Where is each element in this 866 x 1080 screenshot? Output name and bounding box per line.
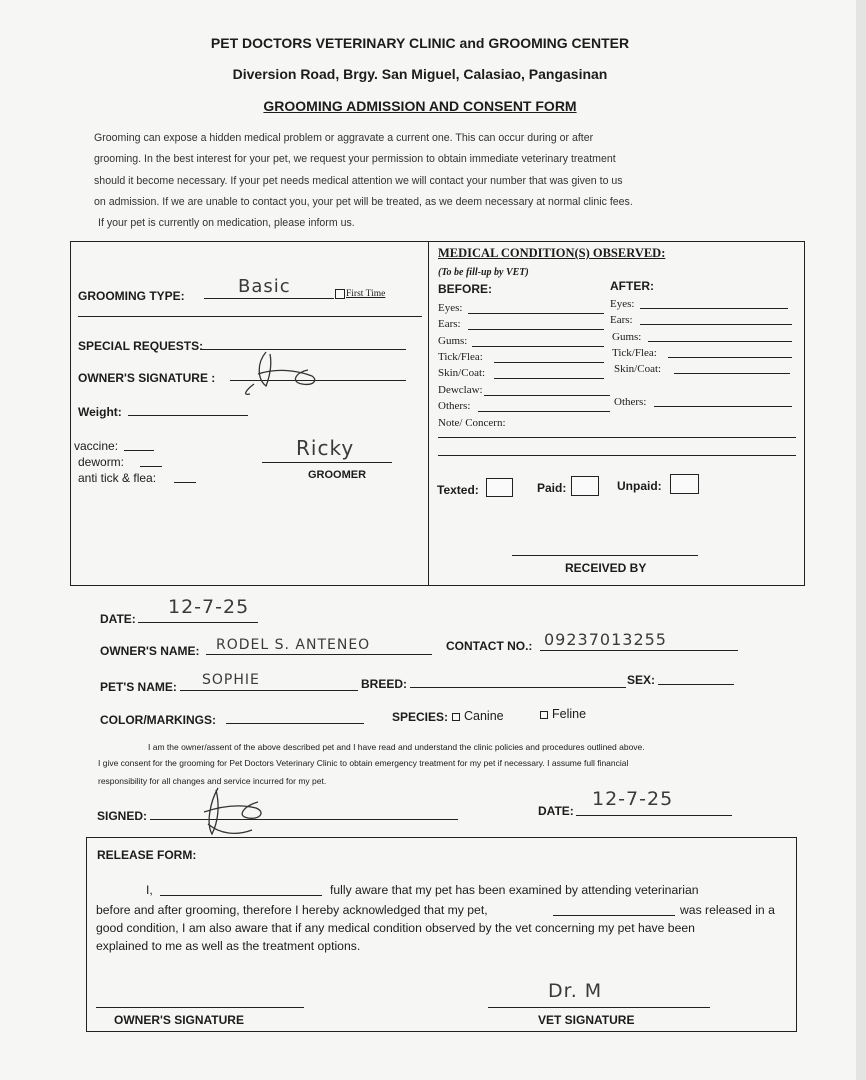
canine-label: Canine bbox=[464, 709, 504, 723]
groomer-name[interactable]: Ricky bbox=[296, 436, 355, 460]
vet-signature[interactable]: Dr. M bbox=[548, 980, 603, 1002]
color-line bbox=[226, 723, 364, 724]
special-requests-label: SPECIAL REQUESTS: bbox=[78, 339, 204, 353]
deworm-line bbox=[140, 466, 162, 467]
before-eyes: Eyes: bbox=[438, 302, 463, 314]
weight-label: Weight: bbox=[78, 405, 122, 419]
before-dewclaw-line bbox=[484, 395, 610, 396]
breed-label: BREED: bbox=[361, 677, 408, 691]
before-skin-line bbox=[494, 378, 604, 379]
form-title: GROOMING ADMISSION AND CONSENT FORM bbox=[263, 98, 577, 114]
pet-name-value[interactable]: SOPHIE bbox=[202, 672, 260, 688]
unpaid-label: Unpaid: bbox=[617, 479, 662, 493]
after-skin: Skin/Coat: bbox=[614, 363, 662, 375]
contact-label: CONTACT NO.: bbox=[446, 639, 533, 653]
vaccine-line bbox=[124, 450, 154, 451]
date-line bbox=[138, 622, 258, 623]
pet-name-line bbox=[180, 690, 358, 691]
anti-tick-line bbox=[174, 482, 196, 483]
anti-tick-label: anti tick & flea: bbox=[78, 471, 157, 485]
received-by-line bbox=[512, 555, 698, 556]
vet-sig-line bbox=[488, 1007, 710, 1008]
after-label: AFTER: bbox=[610, 279, 654, 293]
after-eyes-line bbox=[640, 308, 788, 309]
owner-sig-label: OWNER'S SIGNATURE bbox=[114, 1013, 244, 1027]
clinic-name: PET DOCTORS VETERINARY CLINIC and GROOMING CENTER bbox=[210, 35, 630, 51]
before-ears-line bbox=[468, 329, 604, 330]
signed-label: SIGNED: bbox=[97, 809, 148, 823]
date-value[interactable]: 12-7-25 bbox=[168, 596, 250, 618]
release-line4: explained to me as well as the treatment options. bbox=[96, 939, 361, 953]
before-eyes-line bbox=[468, 313, 604, 314]
received-by-label: RECEIVED BY bbox=[565, 561, 647, 575]
vet-sig-label: VET SIGNATURE bbox=[538, 1013, 635, 1027]
first-time-checkbox[interactable] bbox=[335, 289, 345, 299]
unpaid-checkbox[interactable] bbox=[670, 474, 699, 494]
owner-name-line bbox=[206, 654, 432, 655]
after-eyes: Eyes: bbox=[610, 298, 635, 310]
sex-line bbox=[658, 684, 734, 685]
signed-date-line bbox=[576, 815, 732, 816]
sex-label: SEX: bbox=[627, 673, 656, 687]
release-line1-a: I, bbox=[146, 883, 153, 897]
after-others: Others: bbox=[614, 396, 647, 408]
release-title: RELEASE FORM: bbox=[97, 848, 197, 862]
feline-label: Feline bbox=[552, 707, 587, 721]
note-line-1 bbox=[438, 437, 796, 438]
after-tick: Tick/Flea: bbox=[612, 347, 657, 359]
paid-label: Paid: bbox=[537, 481, 567, 495]
release-line2-a: before and after grooming, therefore I hereby acknowledged that my pet, bbox=[96, 903, 488, 917]
note-concern-label: Note/ Concern: bbox=[438, 417, 506, 429]
before-tick-line bbox=[494, 362, 604, 363]
paid-checkbox[interactable] bbox=[571, 476, 599, 496]
box-divider bbox=[428, 242, 429, 585]
color-label: COLOR/MARKINGS: bbox=[100, 713, 216, 727]
owner-signature-scribble bbox=[236, 346, 336, 398]
intro-line-3: should it become necessary. If your pet needs medical attention we will contact your number that was given to us bbox=[94, 175, 623, 187]
consent-signature-scribble bbox=[196, 784, 280, 840]
breed-line bbox=[410, 687, 626, 688]
signed-date-label: DATE: bbox=[538, 804, 574, 818]
after-gums: Gums: bbox=[612, 331, 642, 343]
intro-line-2: grooming. In the best interest for your pet, we request your permission to obtain immediate veterinary treatment bbox=[94, 153, 616, 165]
owner-name-value[interactable]: RODEL S. ANTENEO bbox=[216, 637, 371, 653]
clinic-address: Diversion Road, Brgy. San Miguel, Calasiao, Pangasinan bbox=[232, 66, 608, 82]
texted-checkbox[interactable] bbox=[486, 478, 513, 497]
feline-checkbox[interactable] bbox=[540, 711, 548, 719]
release-line2-b: was released in a bbox=[680, 903, 775, 917]
before-gums: Gums: bbox=[438, 335, 468, 347]
weight-line bbox=[128, 415, 248, 416]
groomer-label: GROOMER bbox=[308, 469, 367, 481]
owner-signature-label: OWNER'S SIGNATURE : bbox=[78, 371, 216, 385]
vaccine-label: vaccine: bbox=[74, 439, 119, 453]
intro-line-5: If your pet is currently on medication, please inform us. bbox=[98, 217, 355, 229]
grooming-type-extra-line bbox=[78, 316, 422, 317]
before-skin: Skin/Coat: bbox=[438, 367, 486, 379]
before-ears: Ears: bbox=[438, 318, 461, 330]
deworm-label: deworm: bbox=[78, 455, 125, 469]
groomer-line bbox=[262, 462, 392, 463]
before-gums-line bbox=[472, 346, 604, 347]
before-others-line bbox=[478, 411, 610, 412]
release-line3: good condition, I am also aware that if any medical condition observed by the vet concerning my pet have been bbox=[96, 921, 695, 935]
before-others: Others: bbox=[438, 400, 471, 412]
species-label: SPECIES: bbox=[392, 710, 449, 724]
signed-date-value[interactable]: 12-7-25 bbox=[592, 788, 674, 810]
grooming-type-label: GROOMING TYPE: bbox=[78, 289, 185, 303]
owner-sig-line bbox=[96, 1007, 304, 1008]
consent-line-2: I give consent for the grooming for Pet Doctors Veterinary Clinic to obtain emergency treatment for my pet if necessary. I assume full financial bbox=[98, 758, 629, 768]
contact-value[interactable]: 09237013255 bbox=[544, 630, 667, 649]
consent-line-1: I am the owner/assent of the above described pet and I have read and understand the clinic policies and procedures outlined above. bbox=[148, 742, 645, 752]
release-pet-line bbox=[553, 915, 675, 916]
intro-line-4: on admission. If we are unable to contact you, your pet will be treated, as we deem necessary at normal clinic fees. bbox=[94, 196, 633, 208]
medical-subtitle: (To be fill-up by VET) bbox=[438, 267, 529, 278]
first-time-label: First Time bbox=[346, 289, 386, 299]
before-dewclaw: Dewclaw: bbox=[438, 384, 483, 396]
owner-name-label: OWNER'S NAME: bbox=[100, 644, 200, 658]
before-tick: Tick/Flea: bbox=[438, 351, 483, 363]
release-name-line bbox=[160, 895, 322, 896]
contact-line bbox=[540, 650, 738, 651]
before-label: BEFORE: bbox=[438, 282, 492, 296]
note-line-2 bbox=[438, 455, 796, 456]
canine-checkbox[interactable] bbox=[452, 713, 460, 721]
after-others-line bbox=[654, 406, 792, 407]
consent-line-3: responsibility for all changes and service incurred for my pet. bbox=[98, 776, 327, 786]
grooming-type-value[interactable]: Basic bbox=[238, 276, 291, 297]
date-label: DATE: bbox=[100, 612, 136, 626]
after-tick-line bbox=[668, 357, 792, 358]
after-ears-line bbox=[640, 324, 792, 325]
texted-label: Texted: bbox=[437, 483, 479, 497]
medical-title: MEDICAL CONDITION(S) OBSERVED: bbox=[438, 246, 666, 260]
release-line1-b: fully aware that my pet has been examined by attending veterinarian bbox=[330, 883, 699, 897]
after-ears: Ears: bbox=[610, 314, 633, 326]
after-skin-line bbox=[674, 373, 790, 374]
pet-name-label: PET'S NAME: bbox=[100, 680, 177, 694]
intro-line-1: Grooming can expose a hidden medical problem or aggravate a current one. This can occur during or after bbox=[94, 132, 594, 144]
after-gums-line bbox=[648, 341, 792, 342]
grooming-type-line bbox=[204, 298, 334, 299]
